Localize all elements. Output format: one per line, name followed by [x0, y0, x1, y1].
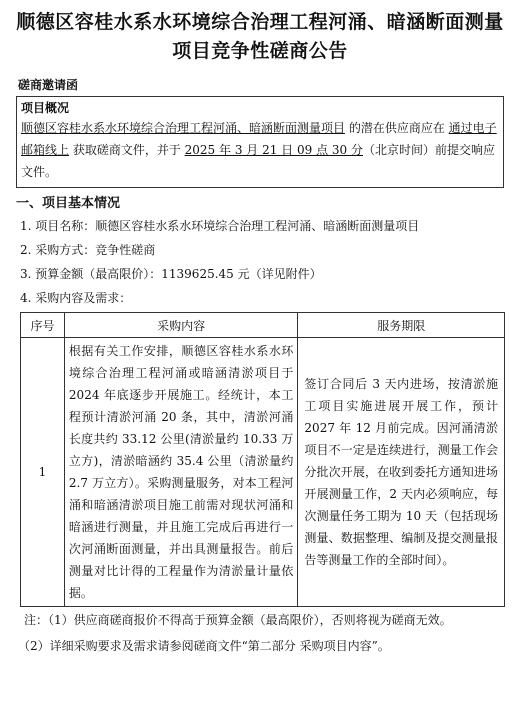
announcement-title	[0, 0, 520, 66]
overview-deadline: 2025 年 3 月 21 日 09 点 30 分	[184, 143, 363, 157]
invite-label: 磋商邀请函	[18, 78, 79, 92]
title-line-1: 顺德区容桂水系水环境综合治理工程河涌、暗涵断面测量	[16, 11, 504, 33]
table-header-row	[21, 313, 505, 338]
note-2: （2）详细采购要求及需求请参阅磋商文件“第二部分 采购项目内容”。	[18, 639, 390, 653]
section-1-heading: 一、项目基本情况	[16, 196, 121, 211]
overview-method: 通过电子邮箱线上	[21, 121, 497, 157]
overview-text-2: 获取磋商文件，并于	[69, 143, 185, 157]
procurement-table	[20, 312, 505, 607]
info-item-budget: 3. 预算金额（最高限价）：1139625.45 元（详见附件）	[20, 267, 322, 281]
table-row	[21, 338, 505, 607]
header-period: 服务期限	[298, 313, 505, 338]
row-no: 1	[21, 338, 65, 607]
info-item-content: 4. 采购内容及需求：	[20, 291, 132, 305]
row-period: 签订合同后 3 天内进场，按清淤施工项目实施进展开展工作，预计 2027 年 12 月前完成。因河涌清淤项目不一定是连续进行，测量工作会分批次开展，在收到委托方通知进场开展测量工作，2 天内必须响应，每次测量任务工期为 10 天（包括现场测量、数据整理、编制及提交测量报告等测量工作的全部时间）。	[298, 338, 505, 607]
overview-text-3: （北京时间）前提交响应文件。	[21, 143, 495, 179]
overview-text-1: 的潜在供应商应在	[345, 121, 449, 135]
overview-project: 顺德区容桂水系水环境综合治理工程河涌、暗涵断面测量项目	[21, 121, 346, 135]
header-no: 序号	[21, 313, 65, 338]
row-content: 根据有关工作安排，顺德区容桂水系水环境综合治理工程河涌或暗涵清淤项目于 2024 年底逐步开展施工。经统计，本工程预计清淤河涌 20 条，其中，清淤河涌长度共约 33.12 公里(清淤量约 10.33 万立方)，清淤暗涵约 35.4 公里（清淤量约 2.7 万立方）。采购测量服务，对本工程河涌和暗涵清淤项目施工前需对现状河涌和暗涵进行测量，并且施工完成后再进行一次河涌断面测量，并出具测量报告。前后测量对比计得的工程量作为清淤量计量依据。	[64, 338, 298, 607]
title-line-2: 项目竞争性磋商公告	[172, 40, 348, 62]
overview-text	[21, 117, 499, 183]
overview-title: 项目概况	[21, 101, 70, 115]
info-item-name: 1. 项目名称：顺德区容桂水系水环境综合治理工程河涌、暗涵断面测量项目	[20, 219, 420, 233]
note-1: 注：（1）供应商磋商报价不得高于预算金额（最高限价），否则将视为磋商无效。	[24, 613, 452, 627]
info-item-method: 2. 采购方式：竞争性磋商	[20, 243, 156, 257]
overview-box	[16, 96, 504, 188]
header-content: 采购内容	[64, 313, 298, 338]
